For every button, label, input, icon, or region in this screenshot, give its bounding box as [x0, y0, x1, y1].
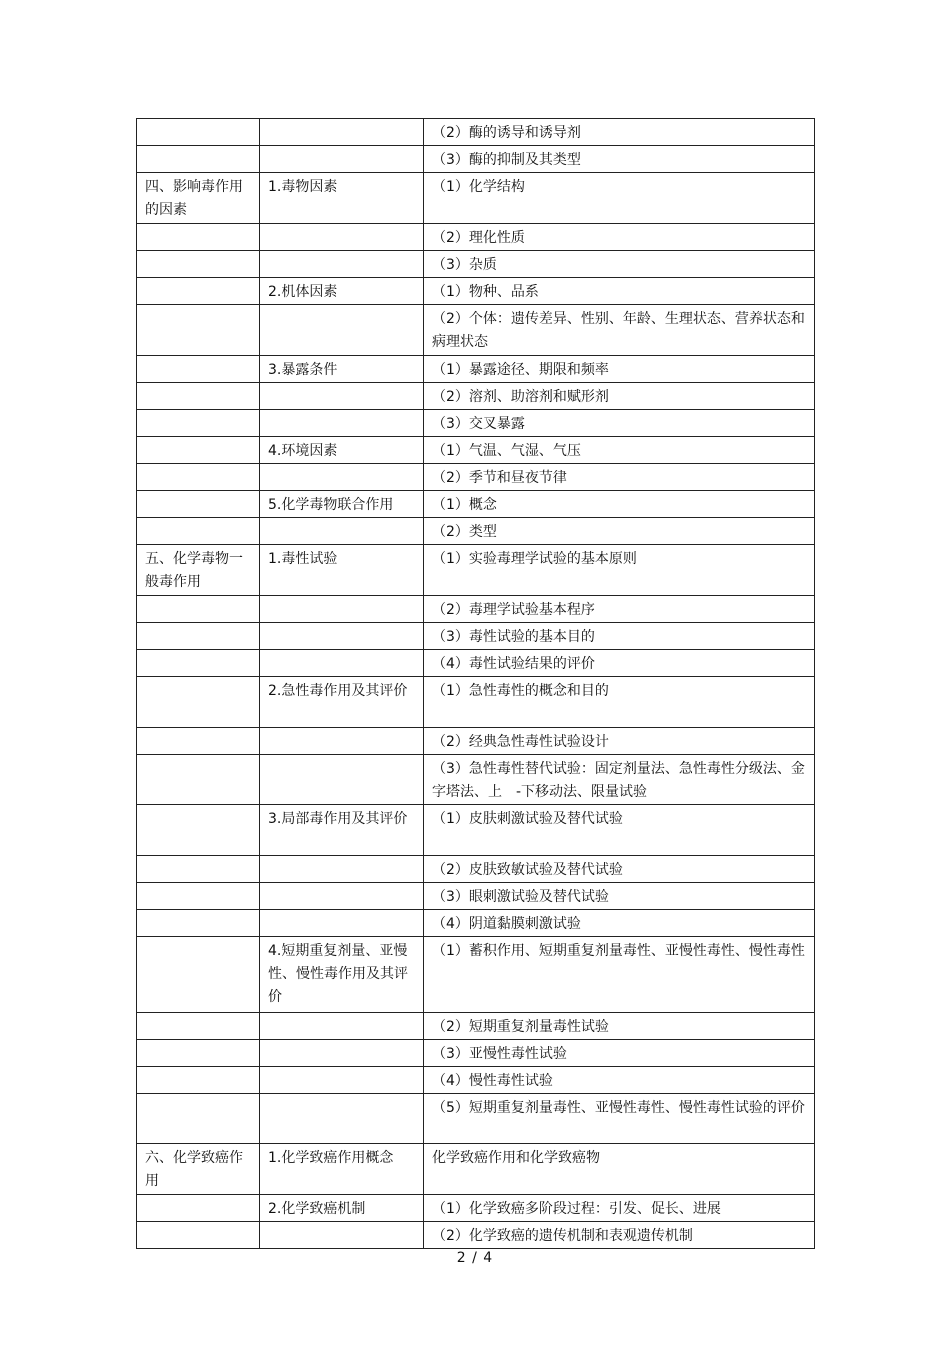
subunit-cell — [260, 755, 424, 805]
unit-cell — [137, 437, 260, 464]
detail-cell: （1）化学结构 — [424, 173, 815, 224]
detail-cell: （1）概念 — [424, 491, 815, 518]
unit-cell — [137, 119, 260, 146]
table-row — [137, 491, 815, 518]
unit-cell — [137, 623, 260, 650]
detail-cell: （1）暴露途径、期限和频率 — [424, 356, 815, 383]
subunit-cell: 5.化学毒物联合作用 — [260, 491, 424, 518]
subunit-cell: 2.化学致癌机制 — [260, 1195, 424, 1222]
detail-cell: （2）短期重复剂量毒性试验 — [424, 1013, 815, 1040]
table-row — [137, 437, 815, 464]
unit-cell — [137, 1195, 260, 1222]
detail-cell: （2）理化性质 — [424, 224, 815, 251]
detail-cell: （1）皮肤刺激试验及替代试验 — [424, 805, 815, 856]
subunit-cell — [260, 410, 424, 437]
unit-cell — [137, 146, 260, 173]
unit-cell — [137, 677, 260, 728]
table-row — [137, 623, 815, 650]
unit-cell — [137, 937, 260, 1013]
unit-cell — [137, 278, 260, 305]
unit-cell: 五、化学毒物一般毒作用 — [137, 545, 260, 596]
detail-cell: （3）杂质 — [424, 251, 815, 278]
table-row — [137, 146, 815, 173]
table-row — [137, 383, 815, 410]
unit-cell: 六、化学致癌作用 — [137, 1144, 260, 1195]
subunit-cell: 2.急性毒作用及其评价 — [260, 677, 424, 728]
detail-cell: （3）交叉暴露 — [424, 410, 815, 437]
subunit-cell — [260, 596, 424, 623]
detail-cell: （4）毒性试验结果的评价 — [424, 650, 815, 677]
subunit-cell: 1.毒性试验 — [260, 545, 424, 596]
unit-cell — [137, 755, 260, 805]
detail-cell: （1）化学致癌多阶段过程：引发、促长、进展 — [424, 1195, 815, 1222]
subunit-cell — [260, 224, 424, 251]
unit-cell — [137, 856, 260, 883]
subunit-cell — [260, 1067, 424, 1094]
table-row — [137, 173, 815, 224]
table-row — [137, 1094, 815, 1144]
detail-cell: （3）急性毒性替代试验：固定剂量法、急性毒性分级法、金字塔法、上 -下移动法、限量试验 — [424, 755, 815, 805]
detail-cell: （2）季节和昼夜节律 — [424, 464, 815, 491]
subunit-cell: 4.环境因素 — [260, 437, 424, 464]
detail-cell: （3）眼刺激试验及替代试验 — [424, 883, 815, 910]
table-row — [137, 251, 815, 278]
subunit-cell — [260, 650, 424, 677]
table-row — [137, 1013, 815, 1040]
unit-cell — [137, 910, 260, 937]
detail-cell: （2）皮肤致敏试验及替代试验 — [424, 856, 815, 883]
syllabus-table — [136, 118, 815, 1249]
unit-cell — [137, 1040, 260, 1067]
subunit-cell: 2.机体因素 — [260, 278, 424, 305]
detail-cell: （4）阴道黏膜刺激试验 — [424, 910, 815, 937]
unit-cell — [137, 1013, 260, 1040]
unit-cell — [137, 356, 260, 383]
table-row — [137, 755, 815, 805]
detail-cell: （4）慢性毒性试验 — [424, 1067, 815, 1094]
detail-cell: （3）酶的抑制及其类型 — [424, 146, 815, 173]
table-row — [137, 119, 815, 146]
subunit-cell — [260, 383, 424, 410]
subunit-cell: 1.毒物因素 — [260, 173, 424, 224]
table-row — [137, 356, 815, 383]
unit-cell — [137, 491, 260, 518]
subunit-cell: 4.短期重复剂量、亚慢性、慢性毒作用及其评价 — [260, 937, 424, 1013]
detail-cell: （2）溶剂、助溶剂和赋形剂 — [424, 383, 815, 410]
unit-cell — [137, 305, 260, 356]
unit-cell — [137, 1094, 260, 1144]
table-row — [137, 278, 815, 305]
unit-cell — [137, 224, 260, 251]
detail-cell: （1）物种、品系 — [424, 278, 815, 305]
detail-cell: （1）实验毒理学试验的基本原则 — [424, 545, 815, 596]
unit-cell — [137, 883, 260, 910]
unit-cell — [137, 596, 260, 623]
detail-cell: （2）个体：遗传差异、性别、年龄、生理状态、营养状态和病理状态 — [424, 305, 815, 356]
subunit-cell — [260, 119, 424, 146]
subunit-cell — [260, 1094, 424, 1144]
table-row — [137, 518, 815, 545]
table-row — [137, 305, 815, 356]
table-row — [137, 650, 815, 677]
detail-cell: （2）酶的诱导和诱导剂 — [424, 119, 815, 146]
table-row — [137, 1040, 815, 1067]
unit-cell — [137, 410, 260, 437]
detail-cell: （2）毒理学试验基本程序 — [424, 596, 815, 623]
detail-cell: （1）气温、气湿、气压 — [424, 437, 815, 464]
detail-cell: （2）经典急性毒性试验设计 — [424, 728, 815, 755]
subunit-cell — [260, 623, 424, 650]
unit-cell — [137, 383, 260, 410]
unit-cell — [137, 650, 260, 677]
table-row — [137, 224, 815, 251]
table-row — [137, 1222, 815, 1249]
detail-cell: （1）蓄积作用、短期重复剂量毒性、亚慢性毒性、慢性毒性 — [424, 937, 815, 1013]
subunit-cell — [260, 464, 424, 491]
subunit-cell: 1.化学致癌作用概念 — [260, 1144, 424, 1195]
detail-cell: （5）短期重复剂量毒性、亚慢性毒性、慢性毒性试验的评价 — [424, 1094, 815, 1144]
table-row — [137, 1067, 815, 1094]
detail-cell: 化学致癌作用和化学致癌物 — [424, 1144, 815, 1195]
detail-cell: （1）急性毒性的概念和目的 — [424, 677, 815, 728]
unit-cell — [137, 1222, 260, 1249]
detail-cell: （3）毒性试验的基本目的 — [424, 623, 815, 650]
subunit-cell — [260, 856, 424, 883]
subunit-cell — [260, 910, 424, 937]
unit-cell — [137, 518, 260, 545]
table-row — [137, 1144, 815, 1195]
table-row — [137, 545, 815, 596]
table-row — [137, 805, 815, 856]
subunit-cell — [260, 1040, 424, 1067]
table-row — [137, 464, 815, 491]
unit-cell — [137, 1067, 260, 1094]
unit-cell — [137, 464, 260, 491]
table-row — [137, 677, 815, 728]
detail-cell: （2）化学致癌的遗传机制和表观遗传机制 — [424, 1222, 815, 1249]
subunit-cell: 3.暴露条件 — [260, 356, 424, 383]
detail-cell: （2）类型 — [424, 518, 815, 545]
subunit-cell — [260, 518, 424, 545]
table-row — [137, 596, 815, 623]
table-row — [137, 1195, 815, 1222]
subunit-cell: 3.局部毒作用及其评价 — [260, 805, 424, 856]
detail-cell: （3）亚慢性毒性试验 — [424, 1040, 815, 1067]
unit-cell — [137, 805, 260, 856]
table-row — [137, 728, 815, 755]
table-row — [137, 937, 815, 1013]
subunit-cell — [260, 883, 424, 910]
table-row — [137, 410, 815, 437]
table-row — [137, 910, 815, 937]
unit-cell — [137, 251, 260, 278]
subunit-cell — [260, 146, 424, 173]
table-row — [137, 883, 815, 910]
table-row — [137, 856, 815, 883]
unit-cell: 四、影响毒作用的因素 — [137, 173, 260, 224]
subunit-cell — [260, 1013, 424, 1040]
subunit-cell — [260, 728, 424, 755]
subunit-cell — [260, 1222, 424, 1249]
subunit-cell — [260, 251, 424, 278]
unit-cell — [137, 728, 260, 755]
page-number: 2 / 4 — [456, 1250, 494, 1266]
syllabus-table-body — [137, 119, 815, 1249]
subunit-cell — [260, 305, 424, 356]
